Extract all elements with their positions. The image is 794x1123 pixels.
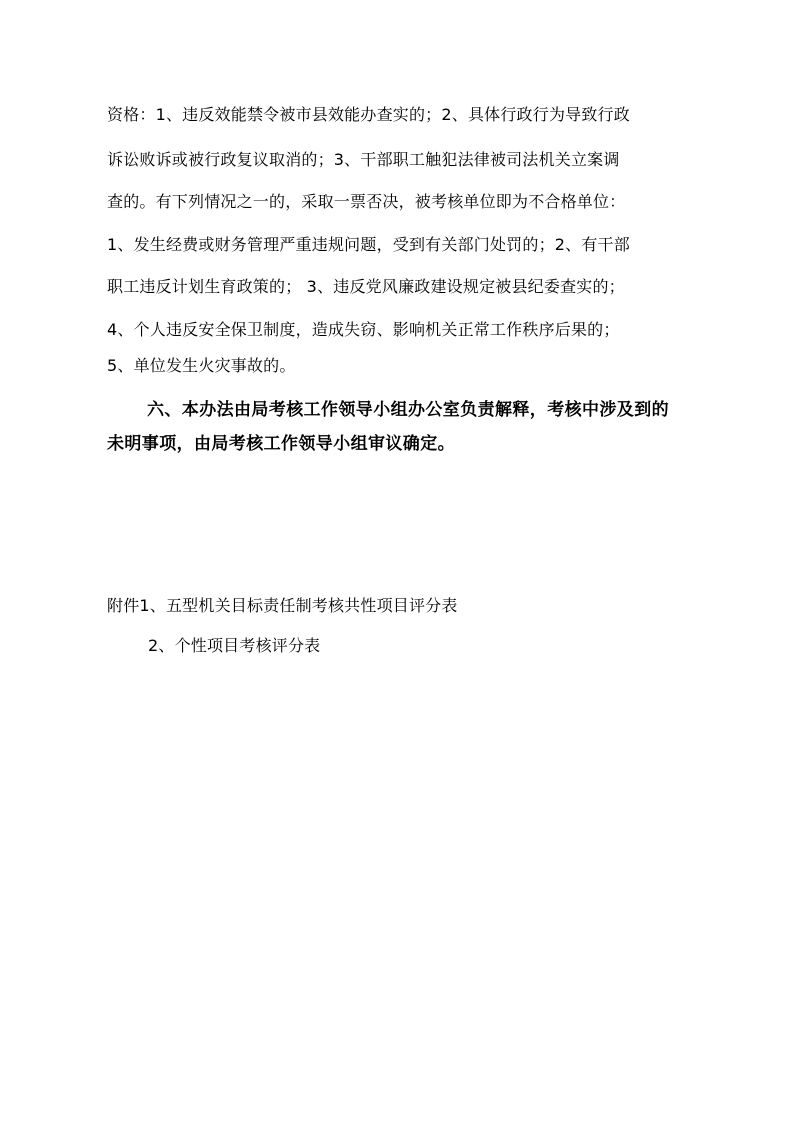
paragraph-line-2: 诉讼败诉或被行政复议取消的；3、干部职工触犯法律被司法机关立案调 (107, 150, 620, 169)
article-six-line-2: 未明事项，由局考核工作领导小组审议确定。 (107, 434, 455, 454)
paragraph-line-7: 5、单位发生火灾事故的。 (107, 356, 296, 375)
paragraph-line-4: 1、发生经费或财务管理严重违规问题，受到有关部门处罚的；2、有干部 (107, 235, 630, 254)
attachment-1: 附件1、五型机关目标责任制考核共性项目评分表 (107, 596, 458, 615)
paragraph-line-6: 4、个人违反安全保卫制度，造成失窃、影响机关正常工作秩序后果的； (107, 320, 620, 339)
article-six-line-1: 六、本办法由局考核工作领导小组办公室负责解释，考核中涉及到的 (147, 400, 669, 420)
attachment-2: 2、个性项目考核评分表 (148, 636, 321, 655)
paragraph-line-5: 职工违反计划生育政策的； 3、违反党风廉政建设规定被县纪委查实的； (107, 277, 625, 296)
paragraph-line-3: 查的。有下列情况之一的，采取一票否决，被考核单位即为不合格单位： (107, 192, 626, 211)
paragraph-line-1: 资格：1、违反效能禁令被市县效能办查实的；2、具体行政行为导致行政 (107, 105, 630, 124)
